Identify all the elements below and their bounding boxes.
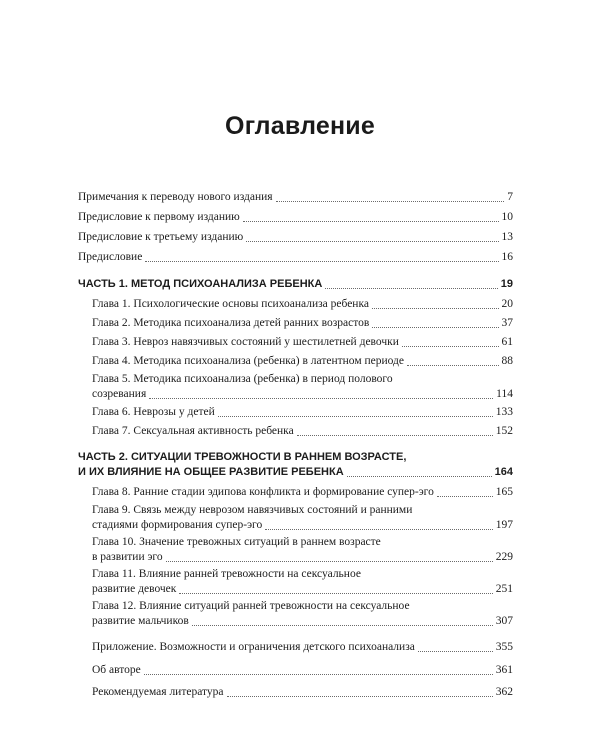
toc-chapter-4[interactable] (92, 354, 513, 369)
toc-entry-about-author[interactable] (92, 663, 513, 678)
dot-leader (192, 624, 493, 626)
toc-entry-label: Предисловие к третьему изданию (78, 231, 244, 243)
toc-part-2[interactable] (78, 450, 513, 480)
dot-leader (297, 434, 493, 436)
part-page: 164 (494, 466, 513, 478)
chapter-page: 165 (495, 486, 513, 498)
dot-leader (243, 220, 499, 222)
toc-chapter-9[interactable] (92, 503, 513, 533)
toc-entry-translation-notes[interactable] (78, 190, 513, 205)
chapter-label: Глава 6. Неврозы у детей (92, 406, 215, 418)
chapter-label-line1: Глава 12. Влияние ситуаций ранней тревожности на сексуальное (92, 600, 410, 612)
chapter-label-line1: Глава 5. Методика психоанализа (ребенка) в период полового (92, 373, 393, 385)
part-page: 19 (500, 278, 513, 290)
dot-leader (246, 240, 498, 242)
toc-entry-page: 16 (501, 251, 513, 263)
dot-leader (347, 475, 492, 477)
toc-chapter-11[interactable] (92, 567, 513, 597)
dot-leader (166, 560, 493, 562)
chapter-page: 307 (495, 615, 513, 627)
part-title-row2 (78, 465, 513, 480)
chapter-label: Глава 3. Невроз навязчивых состояний у шестилетней девочки (92, 336, 399, 348)
toc-entry-label: Приложение. Возможности и ограничения детского психоанализа (92, 641, 415, 653)
toc-chapter-7[interactable] (92, 424, 513, 439)
toc-entry-label: Рекомендуемая литература (92, 686, 224, 698)
part-title-line2: И ИХ ВЛИЯНИЕ НА ОБЩЕЕ РАЗВИТИЕ РЕБЕНКА (78, 466, 344, 478)
chapter-label-line2: стадиями формирования супер-эго (92, 519, 263, 531)
dot-leader (145, 260, 498, 262)
chapter-label: Глава 8. Ранние стадии эдипова конфликта и формирование супер-эго (92, 486, 434, 498)
chapter-label-line2: развитие мальчиков (92, 615, 189, 627)
chapter-page: 133 (495, 406, 513, 418)
toc-entry-preface-first[interactable] (78, 210, 513, 225)
toc-part-1[interactable] (78, 277, 513, 292)
toc-chapter-5[interactable] (92, 372, 513, 402)
toc-entry-label: Об авторе (92, 664, 141, 676)
chapter-page: 37 (501, 317, 513, 329)
chapter-label-row2 (92, 387, 513, 402)
dot-leader (144, 673, 493, 675)
toc-entry-page: 361 (495, 664, 513, 676)
chapter-page: 229 (495, 551, 513, 563)
page-title: Оглавление (225, 112, 375, 140)
dot-leader (149, 397, 493, 399)
chapter-label: Глава 1. Психологические основы психоанализа ребенка (92, 298, 369, 310)
toc-entry-page: 355 (495, 641, 513, 653)
chapter-page: 114 (496, 388, 513, 400)
chapter-label-row2 (92, 614, 513, 629)
toc-entry-page: 13 (501, 231, 513, 243)
toc-entry-recommended-reading[interactable] (92, 685, 513, 700)
toc-entry-page: 7 (507, 191, 513, 203)
dot-leader (418, 650, 493, 652)
chapter-page: 197 (495, 519, 513, 531)
toc-chapter-12[interactable] (92, 599, 513, 629)
toc-chapter-6[interactable] (92, 405, 513, 420)
chapter-label-line1: Глава 11. Влияние ранней тревожности на сексуальное (92, 568, 361, 580)
dot-leader (407, 364, 498, 366)
part-title-line1: ЧАСТЬ 2. СИТУАЦИИ ТРЕВОЖНОСТИ В РАННЕМ ВОЗРАСТЕ, (78, 451, 407, 463)
chapter-label: Глава 4. Методика психоанализа (ребенка) в латентном периоде (92, 355, 405, 367)
chapter-label-line1: Глава 9. Связь между неврозом навязчивых состояний и ранними (92, 504, 413, 516)
chapter-label-line2: созревания (92, 388, 147, 400)
chapter-label-row2 (92, 518, 513, 533)
toc-entry-appendix[interactable] (92, 640, 513, 655)
chapter-label-row2 (92, 550, 513, 565)
dot-leader (218, 415, 493, 417)
dot-leader (276, 200, 505, 202)
dot-leader (372, 307, 499, 309)
dot-leader (227, 695, 493, 697)
toc-chapter-8[interactable] (92, 485, 513, 500)
dot-leader (402, 345, 499, 347)
toc-entry-label: Примечания к переводу нового издания (78, 191, 273, 203)
toc-entry-page: 10 (501, 211, 513, 223)
chapter-label: Глава 2. Методика психоанализа детей ранних возрастов (92, 317, 370, 329)
chapter-page: 61 (501, 336, 513, 348)
chapter-page: 88 (501, 355, 513, 367)
dot-leader (325, 287, 497, 289)
toc-chapter-3[interactable] (92, 335, 513, 350)
chapter-page: 251 (495, 583, 513, 595)
toc-entry-preface-third[interactable] (78, 230, 513, 245)
dot-leader (437, 495, 493, 497)
part-title: ЧАСТЬ 1. МЕТОД ПСИХОАНАЛИЗА РЕБЕНКА (78, 278, 323, 290)
toc-chapter-1[interactable] (92, 297, 513, 312)
toc-entry-label: Предисловие (78, 251, 143, 263)
chapter-page: 20 (501, 298, 513, 310)
chapter-page: 152 (495, 425, 513, 437)
dot-leader (265, 528, 493, 530)
chapter-label-line1: Глава 10. Значение тревожных ситуаций в раннем возрасте (92, 536, 381, 548)
toc-chapter-10[interactable] (92, 535, 513, 565)
toc-entry-page: 362 (495, 686, 513, 698)
chapter-label-line2: в развитии эго (92, 551, 163, 563)
dot-leader (372, 326, 498, 328)
dot-leader (179, 592, 492, 594)
chapter-label-row2 (92, 582, 513, 597)
toc-chapter-2[interactable] (92, 316, 513, 331)
chapter-label: Глава 7. Сексуальная активность ребенка (92, 425, 294, 437)
toc-entry-preface[interactable] (78, 250, 513, 265)
chapter-label-line2: развитие девочек (92, 583, 177, 595)
toc-entry-label: Предисловие к первому изданию (78, 211, 240, 223)
